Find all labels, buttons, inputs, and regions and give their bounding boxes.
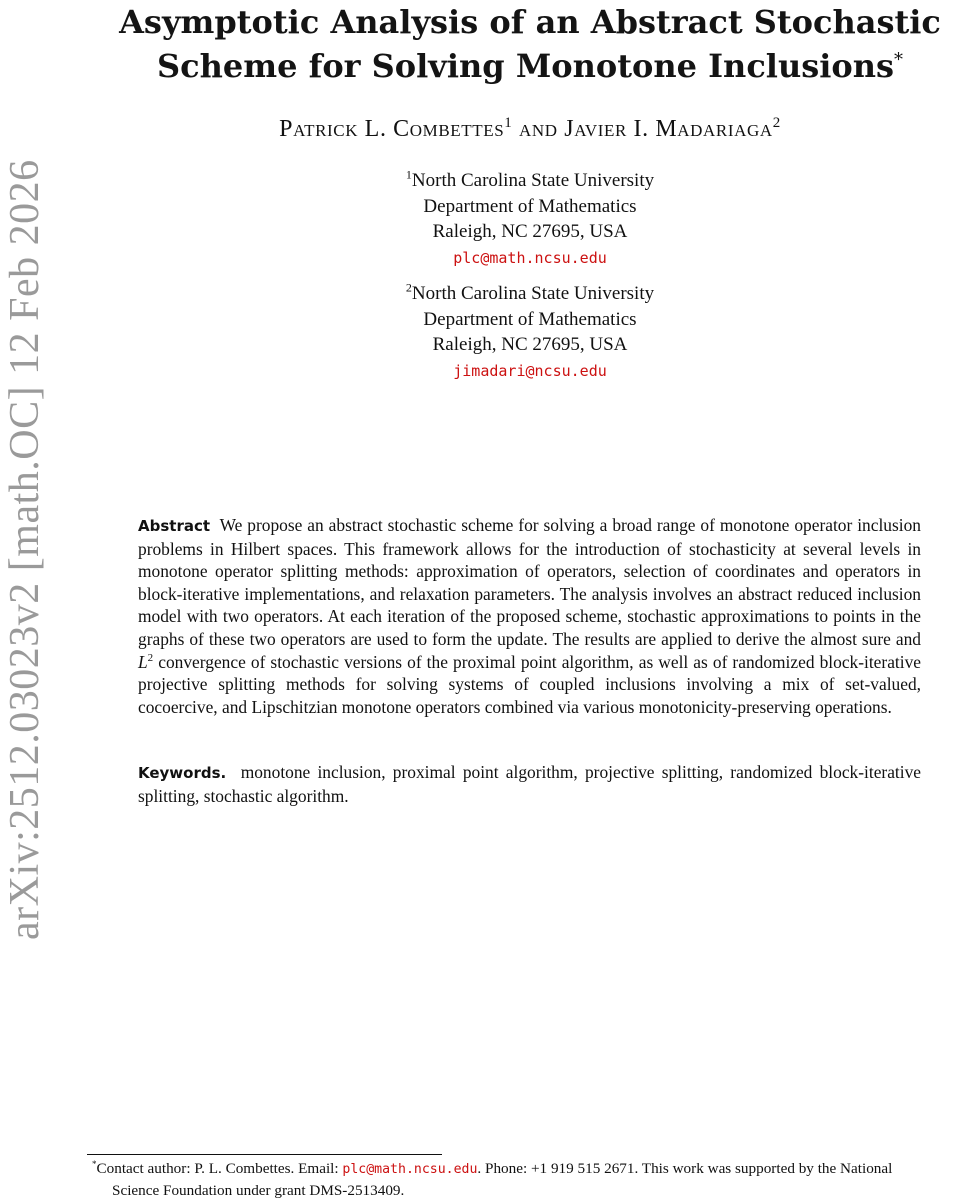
author-affil-sup-2: 2 <box>772 115 781 131</box>
abstract-text-part-1: We propose an abstract stochastic scheme for solving a broad range of monotone operator inclusion problems in Hilbert spaces. This framework allows for the introduction of stochasticity at several levels in monotone operator splitting methods: approximation of operators, selection of coordinates and operators in block-iterative implementations, and relaxation parameters. The analysis involves an abstract reduced inclusion model with two operators. At each iteration of the proposed scheme, stochastic approximations to points in the graphs of these two operators are used to form the update. The results are applied to derive the almost sure and <box>138 515 921 649</box>
keywords-text: monotone inclusion, proximal point algorithm, projective splitting, randomized block-iterative splitting, stochastic algorithm. <box>138 762 921 806</box>
arxiv-stamp: arXiv:2512.03023v2 [math.OC] 12 Feb 2026 <box>2 159 48 940</box>
author-name-2: Javier I. Madariaga <box>564 116 773 142</box>
footnote-marker: * <box>92 1158 97 1169</box>
footnote <box>92 1158 972 1201</box>
email-link[interactable]: plc@math.ncsu.edu <box>453 248 607 267</box>
affiliation-2 <box>280 281 780 384</box>
affiliation-sup: 1 <box>405 167 412 182</box>
affiliation-city: Raleigh, NC 27695, USA <box>432 221 628 242</box>
affiliation-department: Department of Mathematics <box>423 195 637 217</box>
affiliation-1 <box>280 168 780 271</box>
author-conjunction: and <box>519 116 558 142</box>
footnote-text-part-3: Science Foundation under grant DMS-2513409. <box>112 1182 405 1199</box>
affiliation-city: Raleigh, NC 27695, USA <box>432 334 628 355</box>
email-link[interactable]: jimadari@ncsu.edu <box>453 361 607 380</box>
title-line-1: Asymptotic Analysis of an Abstract Stochastic <box>119 3 941 41</box>
paper-title <box>110 0 950 88</box>
author-name-1: Patrick L. Combettes <box>279 116 505 142</box>
abstract <box>138 514 921 718</box>
abstract-heading: Abstract <box>138 517 211 535</box>
author-list <box>110 116 950 143</box>
math-L: L <box>138 651 148 672</box>
footnote-email-link[interactable]: plc@math.ncsu.edu <box>342 1162 478 1177</box>
footnote-text-part-2: . Phone: +1 919 515 2671. This work was supported by the National <box>477 1160 893 1177</box>
affiliation-sup: 2 <box>405 280 412 295</box>
title-line-2: Scheme for Solving Monotone Inclusions <box>156 47 895 85</box>
affiliation-university: North Carolina State University <box>411 170 655 191</box>
keywords <box>138 761 921 807</box>
math-exponent: 2 <box>147 651 154 664</box>
title-footnote-marker: * <box>894 49 904 71</box>
footnote-text-part-1: Contact author: P. L. Combettes. Email: <box>96 1160 343 1177</box>
abstract-text-part-2: convergence of stochastic versions of the proximal point algorithm, as well as of randomized block-iterative projective splitting methods for solving systems of coupled inclusions involving a mix of set-valued, cocoercive, and Lipschitzian monotone operators combined via various monotonicity-preserving operations. <box>138 651 921 717</box>
keywords-heading: Keywords. <box>138 764 227 782</box>
footnote-rule <box>87 1154 442 1155</box>
affiliation-university: North Carolina State University <box>411 283 655 304</box>
affiliation-department: Department of Mathematics <box>423 308 637 330</box>
author-affil-sup-1: 1 <box>504 115 513 131</box>
